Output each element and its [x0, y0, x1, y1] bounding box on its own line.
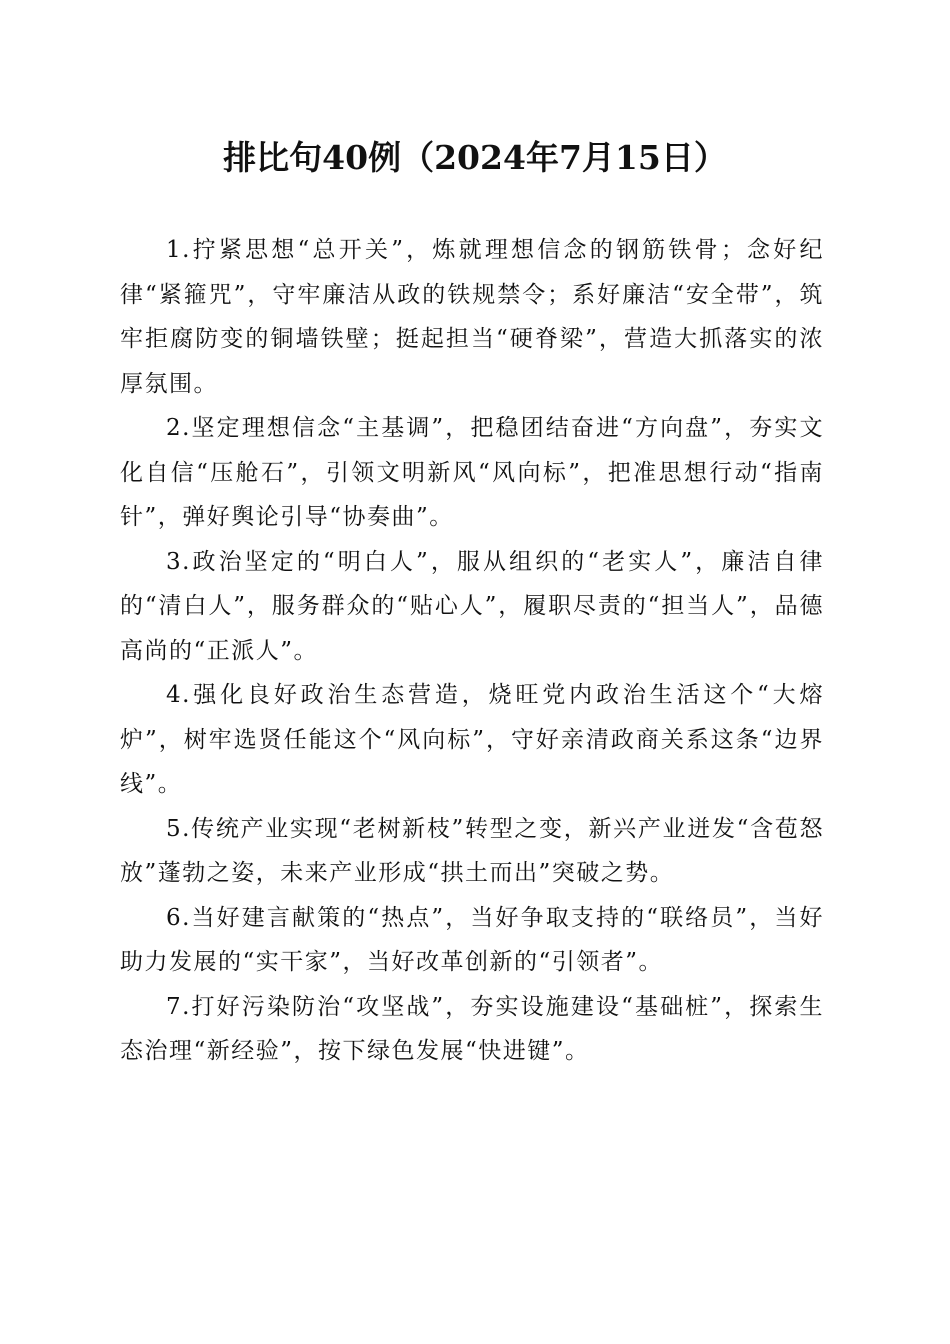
document-body: [120, 228, 824, 1074]
paragraph-3: 3.政治坚定的“明白人”，服从组织的“老实人”，廉洁自律的“清白人”，服务群众的“贴心人”，履职尽责的“担当人”，品德高尚的“正派人”。: [120, 548, 824, 664]
paragraph-7: 7.打好污染防治“攻坚战”，夯实设施建设“基础桩”，探索生态治理“新经验”，按下绿色发展“快进键”。: [120, 993, 824, 1064]
paragraph-1: 1.拧紧思想“总开关”，炼就理想信念的钢筋铁骨；念好纪律“紧箍咒”，守牢廉洁从政的铁规禁令；系好廉洁“安全带”，筑牢拒腐防变的铜墙铁壁；挺起担当“硬脊梁”，营造大抓落实的浓厚氛围。: [120, 237, 824, 397]
paragraph-4: 4.强化良好政治生态营造，烧旺党内政治生活这个“大熔炉”，树牢选贤任能这个“风向标”，守好亲清政商关系这条“边界线”。: [120, 682, 824, 797]
paragraph-6: 6.当好建言献策的“热点”，当好争取支持的“联络员”，当好助力发展的“实干家”，当好改革创新的“引领者”。: [120, 904, 824, 975]
paragraph-5: 5.传统产业实现“老树新枝”转型之变，新兴产业迸发“含苞怒放”蓬勃之姿，未来产业形成“拱土而出”突破之势。: [120, 815, 824, 886]
paragraph-2: 2.坚定理想信念“主基调”，把稳团结奋进“方向盘”，夯实文化自信“压舱石”，引领文明新风“风向标”，把准思想行动“指南针”，弹好舆论引导“协奏曲”。: [120, 415, 824, 530]
document-title: 排比句40例（2024年7月15日）: [223, 138, 727, 177]
